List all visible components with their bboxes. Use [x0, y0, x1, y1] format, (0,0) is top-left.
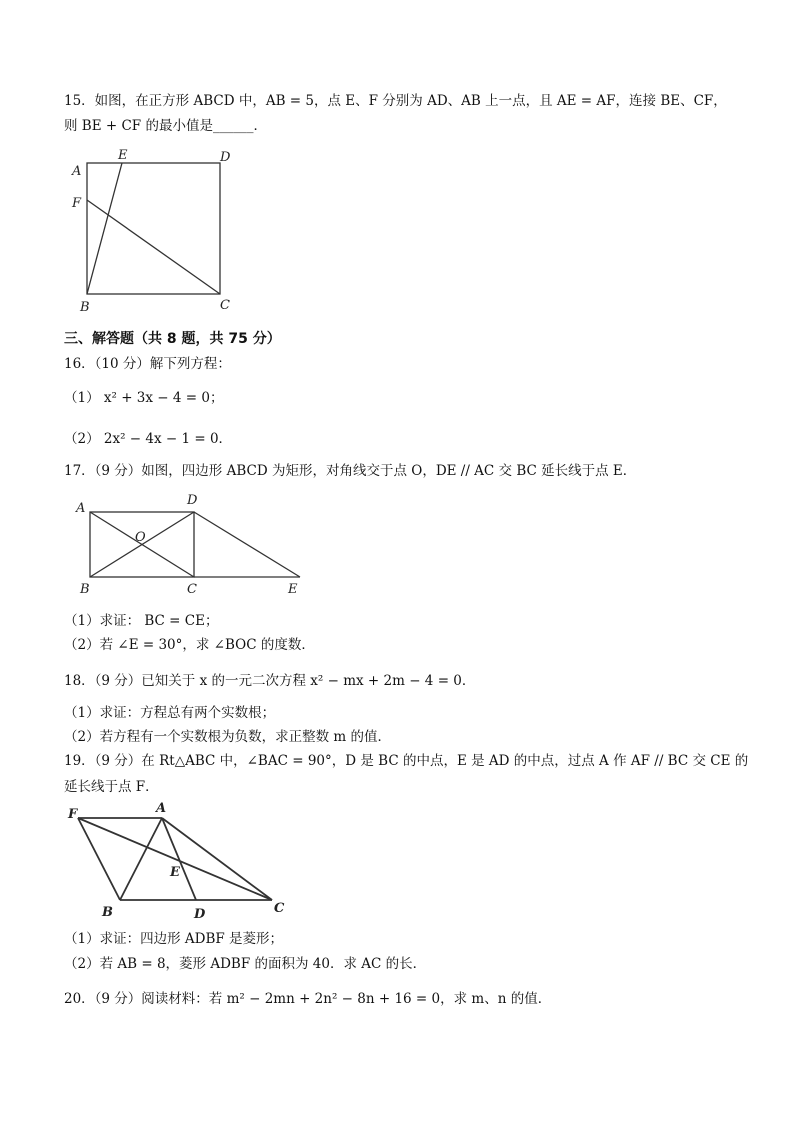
q16-title: 16．（10 分）解下列方程： — [64, 356, 231, 372]
segment-ab — [120, 818, 162, 900]
q19-text-line2: 延长线于点 F． — [64, 779, 159, 795]
label-a: A — [156, 801, 167, 816]
label-c: C — [220, 298, 230, 313]
segment-cf — [87, 200, 220, 294]
label-e: E — [118, 148, 128, 163]
label-e: E — [288, 582, 298, 597]
q19-rhombus-figure — [66, 802, 296, 922]
q20-title: 20．（9 分）阅读材料：若 m² − 2mn + 2n² − 8n + 16 = 0，求 m、n 的值． — [64, 991, 552, 1007]
q19-text-line1: 19．（9 分）在 Rt△ABC 中，∠BAC = 90°，D 是 BC 的中点，E 是 AD 的中点，过点 A 作 AF // BC 交 CE 的 — [64, 753, 749, 769]
label-b: B — [102, 905, 113, 920]
q19-part2: （2）若 AB = 8，菱形 ADBF 的面积为 40．求 AC 的长． — [64, 956, 427, 972]
section-heading: 三、解答题（共 8 题，共 75 分） — [64, 331, 281, 347]
label-b: B — [80, 300, 90, 315]
label-f: F — [72, 196, 82, 211]
label-d: D — [194, 907, 206, 922]
segment-be — [87, 163, 122, 294]
label-c: C — [187, 582, 197, 597]
label-a: A — [76, 501, 86, 516]
q16-part1: （1） x² + 3x − 4 = 0； — [64, 390, 224, 406]
segment-fb — [78, 818, 120, 900]
label-c: C — [274, 901, 285, 916]
q17-part1: （1）求证： BC = CE； — [64, 613, 219, 629]
q18-part1: （1）求证：方程总有两个实数根； — [64, 705, 276, 721]
label-e: E — [170, 865, 180, 880]
q15-square-figure — [60, 145, 240, 320]
label-d: D — [220, 150, 231, 165]
segment-fc — [78, 818, 272, 900]
q19-part1: （1）求证：四边形 ADBF 是菱形； — [64, 931, 284, 947]
label-d: D — [187, 493, 198, 508]
label-a: A — [72, 164, 82, 179]
label-o: O — [135, 530, 146, 545]
q18-part2: （2）若方程有一个实数根为负数，求正整数 m 的值． — [64, 729, 391, 745]
q15-text-line1: 15．如图，在正方形 ABCD 中，AB = 5，点 E、F 分别为 AD、AB 上一点，且 AE = AF，连接 BE、CF， — [64, 93, 727, 109]
q17-part2: （2）若 ∠E = 30°，求 ∠BOC 的度数． — [64, 637, 315, 653]
q17-title: 17．（9 分）如图，四边形 ABCD 为矩形，对角线交于点 O，DE // AC 交 BC 延长线于点 E． — [64, 463, 637, 479]
q15-text-line2: 则 BE + CF 的最小值是______． — [64, 118, 267, 134]
segment-de — [194, 512, 300, 577]
label-f: F — [68, 807, 78, 822]
label-b: B — [80, 582, 90, 597]
q17-rectangle-figure — [66, 490, 316, 600]
square-abcd — [87, 163, 220, 294]
q16-part2: （2） 2x² − 4x − 1 = 0． — [64, 431, 233, 447]
q18-title: 18．（9 分）已知关于 x 的一元二次方程 x² − mx + 2m − 4 = 0． — [64, 673, 476, 689]
